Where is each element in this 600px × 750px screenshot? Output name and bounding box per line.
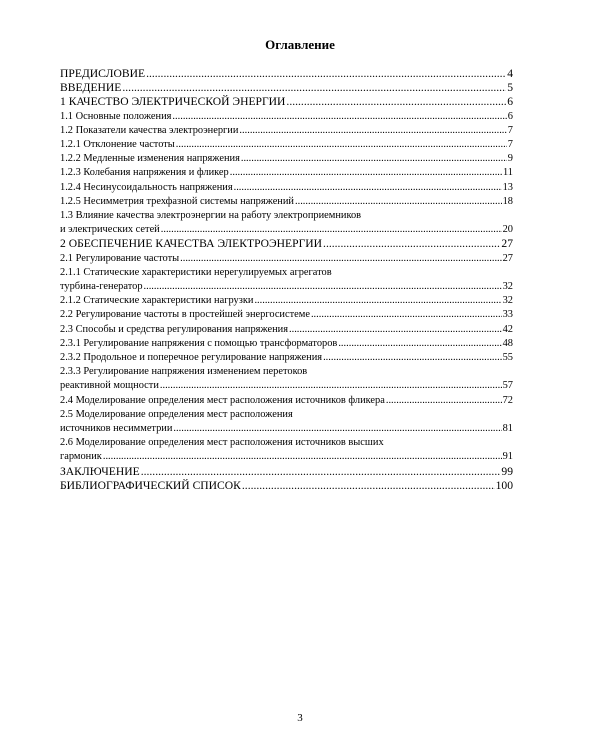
toc-entry[interactable]: [60, 67, 513, 81]
toc-entry-page: 81: [502, 423, 513, 435]
dot-leader: [286, 95, 506, 109]
dot-leader: [311, 308, 502, 322]
toc-entry-page: 20: [502, 224, 513, 236]
toc-entry-page: 72: [502, 394, 513, 406]
toc-entry-page: 7: [507, 139, 513, 151]
dot-leader: [242, 479, 495, 493]
toc-entry[interactable]: [60, 95, 513, 109]
dot-leader: [289, 323, 502, 337]
dot-leader: [234, 181, 502, 195]
toc-entry[interactable]: [60, 138, 513, 152]
page-number: 3: [297, 712, 303, 724]
toc-entry[interactable]: [60, 166, 513, 180]
toc-entry[interactable]: [60, 408, 513, 436]
dot-leader: [295, 195, 502, 209]
toc-entry-title: 2.4 Моделирование определения мест расположения источников фликера: [60, 394, 385, 406]
dot-leader: [254, 294, 501, 308]
dot-leader: [160, 379, 502, 393]
dot-leader: [241, 152, 507, 166]
toc-entry[interactable]: [60, 436, 513, 464]
toc-entry-page: 48: [502, 337, 513, 349]
toc-entry[interactable]: [60, 351, 513, 365]
toc-entry-page: 6: [507, 95, 513, 109]
dot-leader: [172, 110, 506, 124]
toc-entry-title: 1.2.4 Несинусоидальность напряжения: [60, 181, 233, 193]
toc-entry[interactable]: [60, 394, 513, 408]
toc-entry-page: 91: [502, 451, 513, 463]
toc-entry-page: 4: [507, 67, 513, 80]
table-of-contents: [60, 67, 513, 493]
dot-leader: [146, 67, 506, 81]
toc-entry-page: 57: [502, 380, 513, 392]
toc-entry-title: БИБЛИОГРАФИЧЕСКИЙ СПИСОК: [60, 478, 241, 492]
toc-entry[interactable]: [60, 337, 513, 351]
toc-entry-title: источников несимметрии: [60, 423, 173, 435]
toc-entry-page: 27: [501, 237, 513, 251]
toc-entry[interactable]: [60, 252, 513, 266]
toc-entry-page: 27: [502, 252, 513, 264]
toc-entry-title: 2.1 Регулирование частоты: [60, 252, 180, 264]
toc-entry[interactable]: [60, 81, 513, 95]
toc-entry-title: реактивной мощности: [60, 380, 159, 392]
toc-entry-title: ВВЕДЕНИЕ: [60, 81, 122, 95]
toc-entry-title: 2.2 Регулирование частоты в простейшей энергосистеме: [60, 309, 310, 321]
dot-leader: [176, 138, 507, 152]
toc-entry[interactable]: [60, 266, 513, 294]
toc-entry-title: 2.3 Способы и средства регулирования напряжения: [60, 323, 289, 335]
toc-entry-title: 2 ОБЕСПЕЧЕНИЕ КАЧЕСТВА ЭЛЕКТРОЭНЕРГИИ: [60, 237, 323, 251]
toc-entry-title: 2.3.2 Продольное и поперечное регулирование напряжения: [60, 352, 323, 364]
toc-entry-page: 9: [507, 153, 513, 165]
toc-entry-title-line: 2.5 Моделирование определения мест расположения: [60, 408, 293, 420]
toc-entry[interactable]: [60, 479, 513, 493]
toc-entry-title: 2.3.1 Регулирование напряжения с помощью трансформаторов: [60, 337, 338, 349]
toc-entry-title: 1 КАЧЕСТВО ЭЛЕКТРИЧЕСКОЙ ЭНЕРГИИ: [60, 95, 286, 109]
dot-leader: [122, 81, 506, 95]
toc-entry-page: 13: [502, 181, 513, 193]
toc-entry-page: 5: [507, 81, 513, 95]
toc-entry-page: 32: [502, 281, 513, 293]
toc-entry[interactable]: [60, 124, 513, 138]
toc-entry-title-line: 2.1.1 Статические характеристики нерегулируемых агрегатов: [60, 266, 332, 278]
toc-entry-title: 1.2.3 Колебания напряжения и фликер: [60, 167, 229, 179]
toc-entry[interactable]: [60, 181, 513, 195]
dot-leader: [338, 337, 501, 351]
dot-leader: [386, 394, 502, 408]
toc-entry-title: ПРЕДИСЛОВИЕ: [60, 67, 146, 80]
dot-leader: [103, 450, 502, 464]
toc-entry-title: и электрических сетей: [60, 224, 160, 236]
dot-leader: [230, 166, 502, 180]
toc-entry[interactable]: [60, 110, 513, 124]
toc-entry-page: 32: [502, 295, 513, 307]
toc-title: Оглавление: [265, 37, 335, 52]
toc-entry-page: 100: [495, 478, 513, 492]
toc-entry-page: 18: [502, 195, 513, 207]
toc-entry-title: 1.1 Основные положения: [60, 110, 172, 122]
toc-entry-title: 1.2.2 Медленные изменения напряжения: [60, 153, 240, 165]
toc-entry[interactable]: [60, 152, 513, 166]
toc-entry-title-line: 2.3.3 Регулирование напряжения изменением перетоков: [60, 366, 308, 378]
toc-entry-title: 1.2.1 Отклонение частоты: [60, 139, 175, 151]
toc-entry-page: 99: [501, 464, 513, 478]
toc-entry[interactable]: [60, 237, 513, 251]
toc-entry-title-line: 2.6 Моделирование определения мест расположения источников высших: [60, 437, 384, 449]
toc-entry-page: 42: [502, 323, 513, 335]
toc-entry[interactable]: [60, 465, 513, 479]
toc-entry-title: 2.1.2 Статические характеристики нагрузки: [60, 295, 254, 307]
toc-entry-page: 33: [502, 309, 513, 321]
toc-entry[interactable]: [60, 294, 513, 308]
toc-entry-page: 11: [502, 167, 513, 179]
toc-entry[interactable]: [60, 209, 513, 237]
toc-entry[interactable]: [60, 308, 513, 322]
dot-leader: [323, 237, 500, 251]
toc-entry-title-line: 1.3 Влияние качества электроэнергии на работу электроприемников: [60, 210, 362, 222]
toc-entry[interactable]: [60, 195, 513, 209]
dot-leader: [144, 280, 502, 294]
dot-leader: [141, 465, 501, 479]
toc-entry-page: 6: [507, 110, 513, 122]
toc-entry[interactable]: [60, 323, 513, 337]
toc-entry-page: 55: [502, 352, 513, 364]
toc-entry-title: ЗАКЛЮЧЕНИЕ: [60, 464, 140, 478]
dot-leader: [180, 252, 501, 266]
dot-leader: [173, 422, 501, 436]
toc-entry-title: 1.2 Показатели качества электроэнергии: [60, 124, 239, 136]
dot-leader: [161, 223, 502, 237]
dot-leader: [323, 351, 502, 365]
dot-leader: [239, 124, 506, 138]
toc-entry-title: 1.2.5 Несимметрия трехфазной системы напряжений: [60, 195, 294, 207]
toc-entry[interactable]: [60, 365, 513, 393]
toc-entry-title: гармоник: [60, 451, 102, 463]
toc-entry-title: турбина-генератор: [60, 281, 143, 293]
toc-entry-page: 7: [507, 124, 513, 136]
